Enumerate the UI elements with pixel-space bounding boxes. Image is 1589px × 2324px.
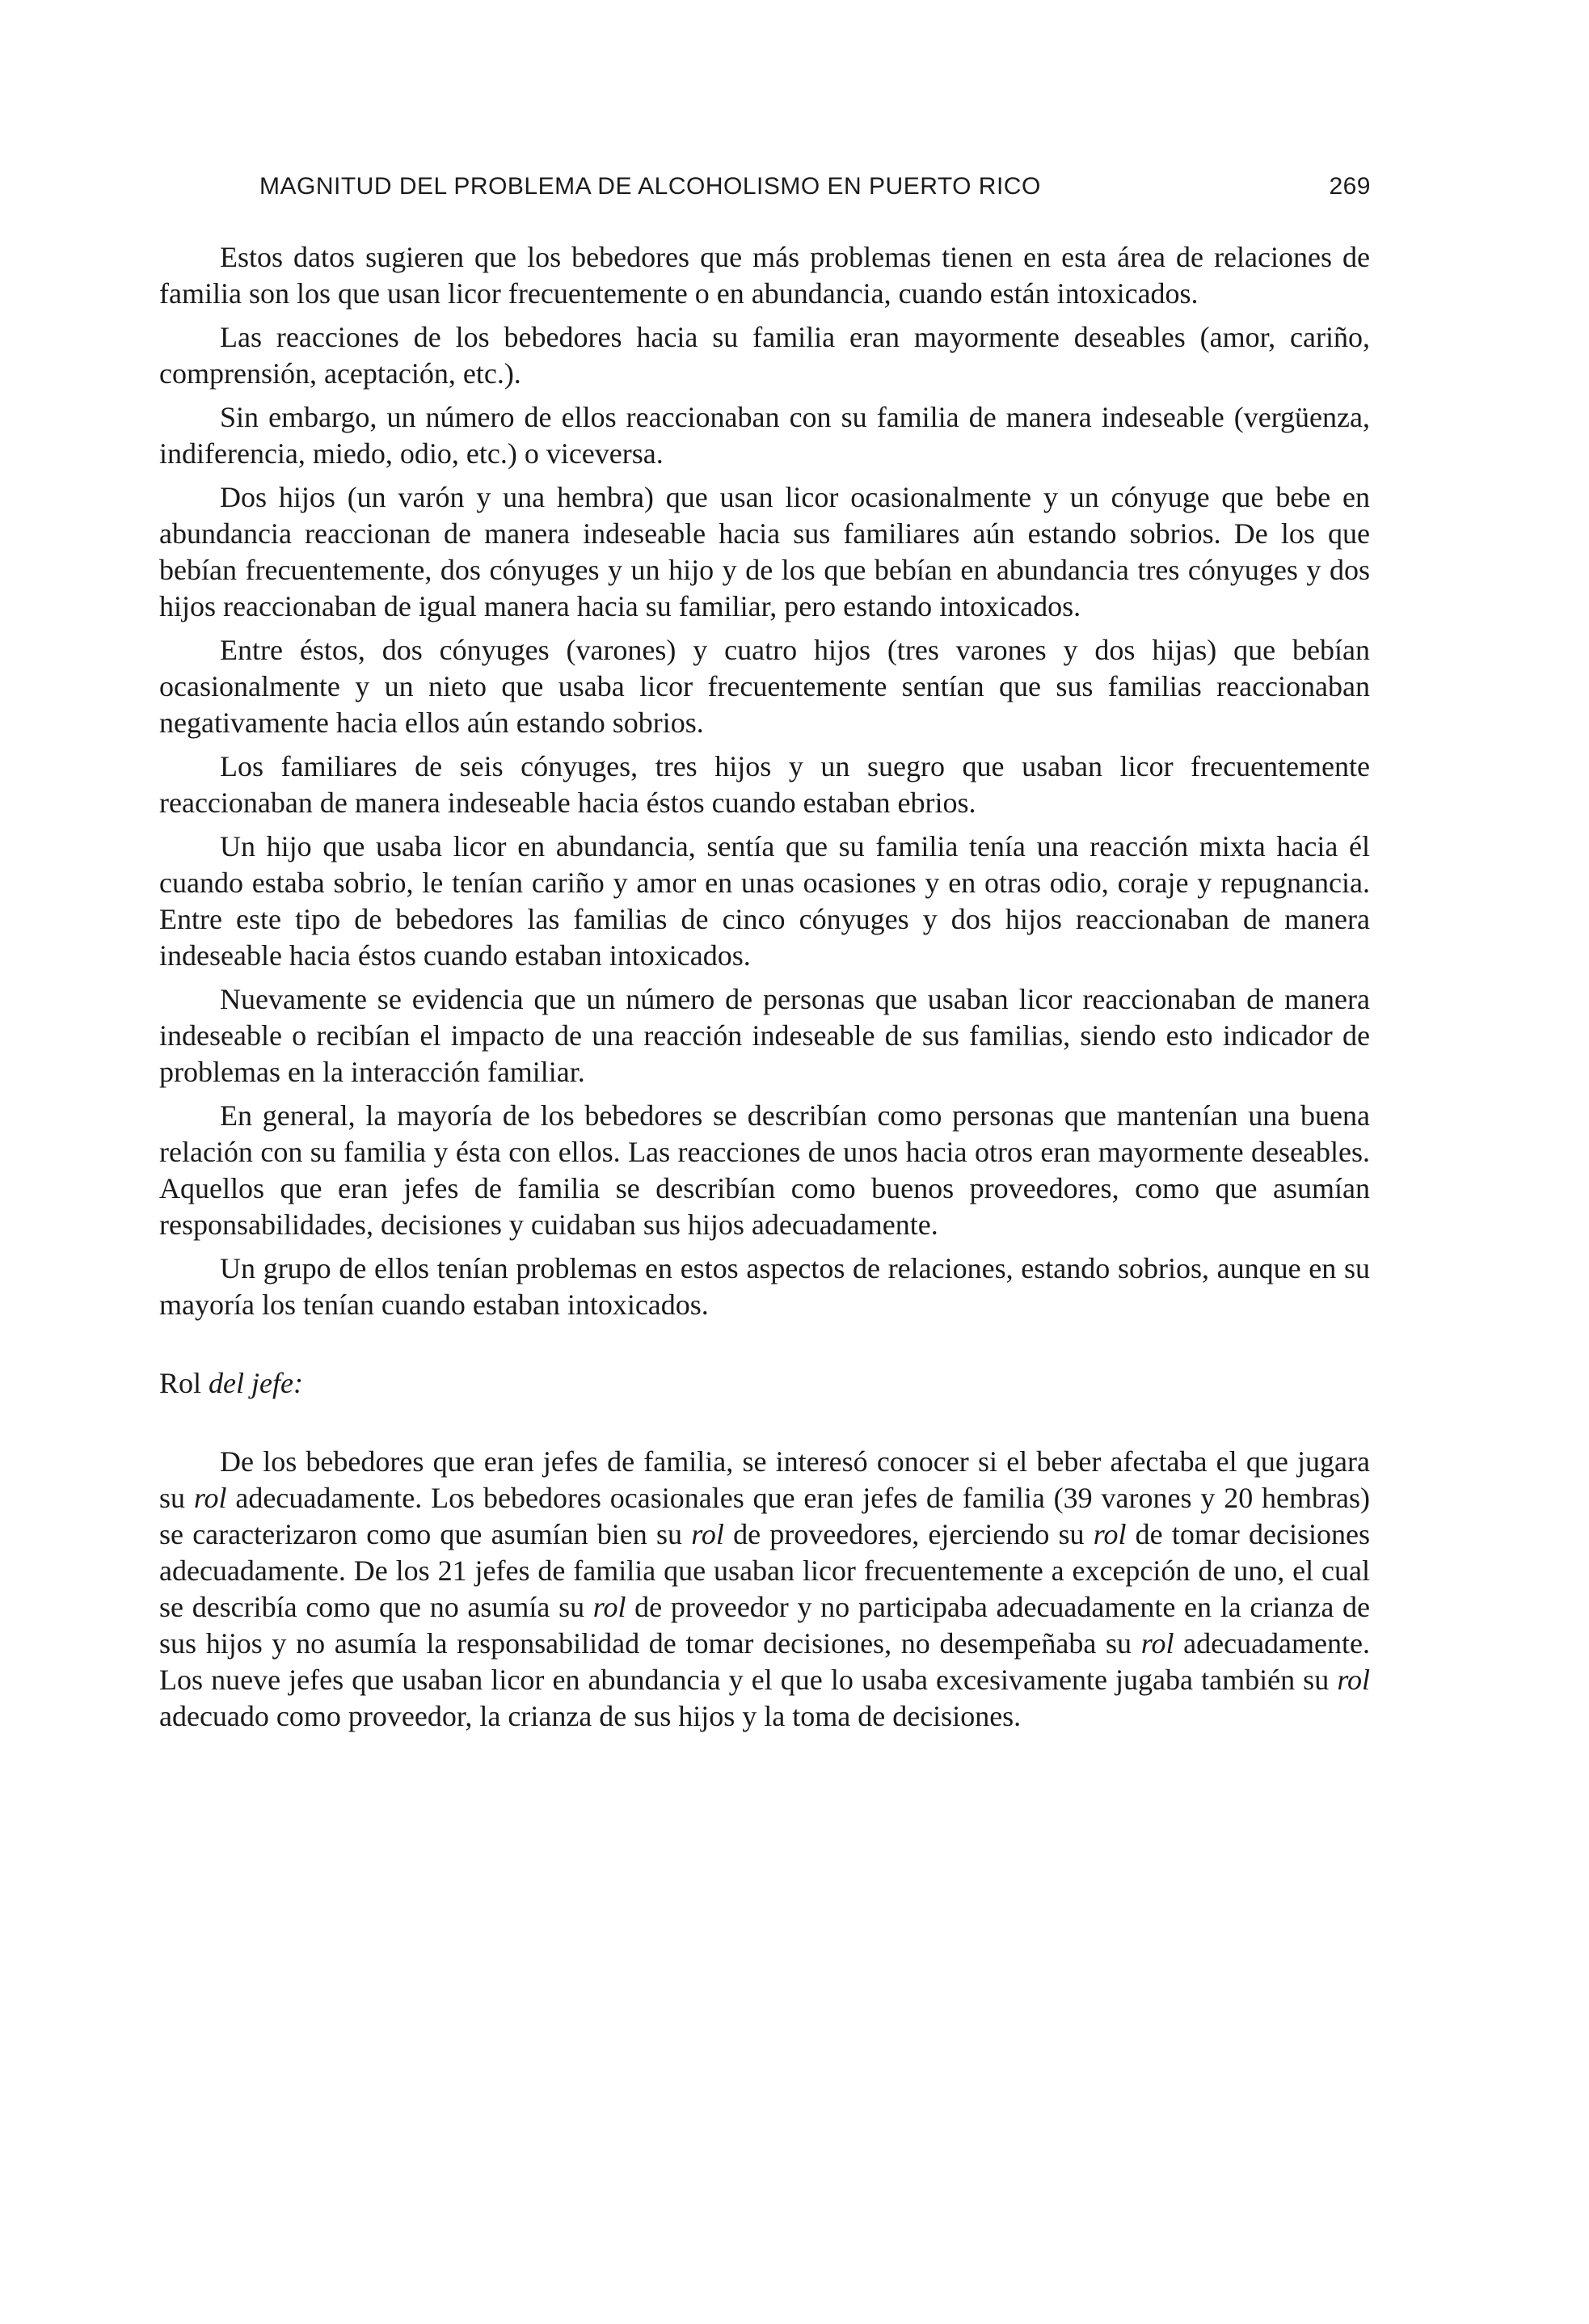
paragraph-8: Nuevamente se evidencia que un número de personas que usaban licor reaccionaban de manera indeseable o recibían el impacto de una reacción indeseable de sus familias, siendo esto indicador de problemas en la interacción familiar. [159, 983, 1370, 1088]
paragraph-final [159, 1444, 1370, 1735]
italic-term: rol [592, 1591, 626, 1623]
running-title: MAGNITUD DEL PROBLEMA DE ALCOHOLISMO EN PUERTO RICO [259, 173, 1041, 200]
section-heading [159, 1365, 1370, 1402]
paragraph-4: Dos hijos (un varón y una hembra) que usan licor ocasionalmente y un cónyuge que bebe en abundancia reaccionan de manera indeseable hacia sus familiares aún estando sobrios. De los que bebían frecuentemente, dos cónyuges y un hijo y de los que bebían en abundancia tres cónyuges y dos hijos reaccionaban de igual manera hacia su familiar, pero estando intoxicados. [159, 481, 1370, 622]
paragraph-7: Un hijo que usaba licor en abundancia, sentía que su familia tenía una reacción mixta hacia él cuando estaba sobrio, le tenían cariño y amor en unas ocasiones y en otras odio, coraje y repugnancia. Entre este tipo de bebedores las familias de cinco cónyuges y dos hijos reaccionaban de manera indeseable hacia éstos cuando estaban intoxicados. [159, 830, 1370, 972]
italic-term: rol [193, 1482, 227, 1514]
text-run: De los bebedores que eran jefes de familia, se interesó conocer si el beber afectaba el que jugara su [159, 1445, 1370, 1514]
paragraph-9: En general, la mayoría de los bebedores se describían como personas que mantenían una buena relación con su familia y ésta con ellos. Las reacciones de unos hacia otros eran mayormente deseables. Aquellos que eran jefes de familia se describían como buenos proveedores, como que asumían responsabilidades, decisiones y cuidaban sus hijos adecuadamente. [159, 1099, 1370, 1241]
text-run: adecuadamente. Los nueve jefes que usaban licor en abundancia y el que lo usaba excesivamente jugaba también su [159, 1627, 1370, 1696]
section-heading-italic: del jefe: [209, 1367, 303, 1399]
paragraph-5: Entre éstos, dos cónyuges (varones) y cuatro hijos (tres varones y dos hijas) que bebían ocasionalmente y un nieto que usaba licor frecuentemente sentían que sus familias reaccionaban negativamente hacia ellos aún estando sobrios. [159, 634, 1370, 739]
text-run: adecuadamente. Los bebedores ocasionales que eran jefes de familia (39 varones y 20 hembras) se caracterizaron como que asumían bien su [159, 1482, 1370, 1550]
page-number: 269 [1329, 173, 1371, 200]
text-run: adecuado como proveedor, la crianza de sus hijos y la toma de decisiones. [159, 1700, 1022, 1732]
section-heading-plain: Rol [159, 1367, 209, 1399]
italic-term: rol [1093, 1518, 1127, 1550]
paragraph-6: Los familiares de seis cónyuges, tres hijos y un suegro que usaban licor frecuentemente reaccionaban de manera indeseable hacia éstos cuando estaban ebrios. [159, 750, 1370, 819]
text-run: de proveedores, ejerciendo su [723, 1518, 1094, 1550]
paragraph-10: Un grupo de ellos tenían problemas en estos aspectos de relaciones, estando sobrios, aunque en su mayoría los tenían cuando estaban intoxicados. [159, 1252, 1370, 1321]
body-text [159, 239, 1370, 1742]
text-run: de proveedor y no participaba adecuadamente en la crianza de sus hijos y no asumía la responsabilidad de tomar decisiones, no desempeñaba su [159, 1591, 1370, 1660]
paragraph-3: Sin embargo, un número de ellos reaccionaban con su familia de manera indeseable (vergüenza, indiferencia, miedo, odio, etc.) o viceversa. [159, 401, 1370, 470]
italic-term: rol [691, 1518, 724, 1550]
paragraph-2: Las reacciones de los bebedores hacia su familia eran mayormente deseables (amor, cariño, comprensión, aceptación, etc.). [159, 321, 1370, 390]
italic-term: rol [1337, 1664, 1370, 1696]
italic-term: rol [1140, 1627, 1174, 1660]
page-header [259, 173, 1371, 205]
paragraph-1: Estos datos sugieren que los bebedores que más problemas tienen en esta área de relaciones de familia son los que usan licor frecuentemente o en abundancia, cuando están intoxicados. [159, 241, 1370, 310]
text-run: de tomar decisiones adecuadamente. De los 21 jefes de familia que usaban licor frecuentemente a excepción de uno, el cual se describía como que no asumía su [159, 1518, 1370, 1623]
